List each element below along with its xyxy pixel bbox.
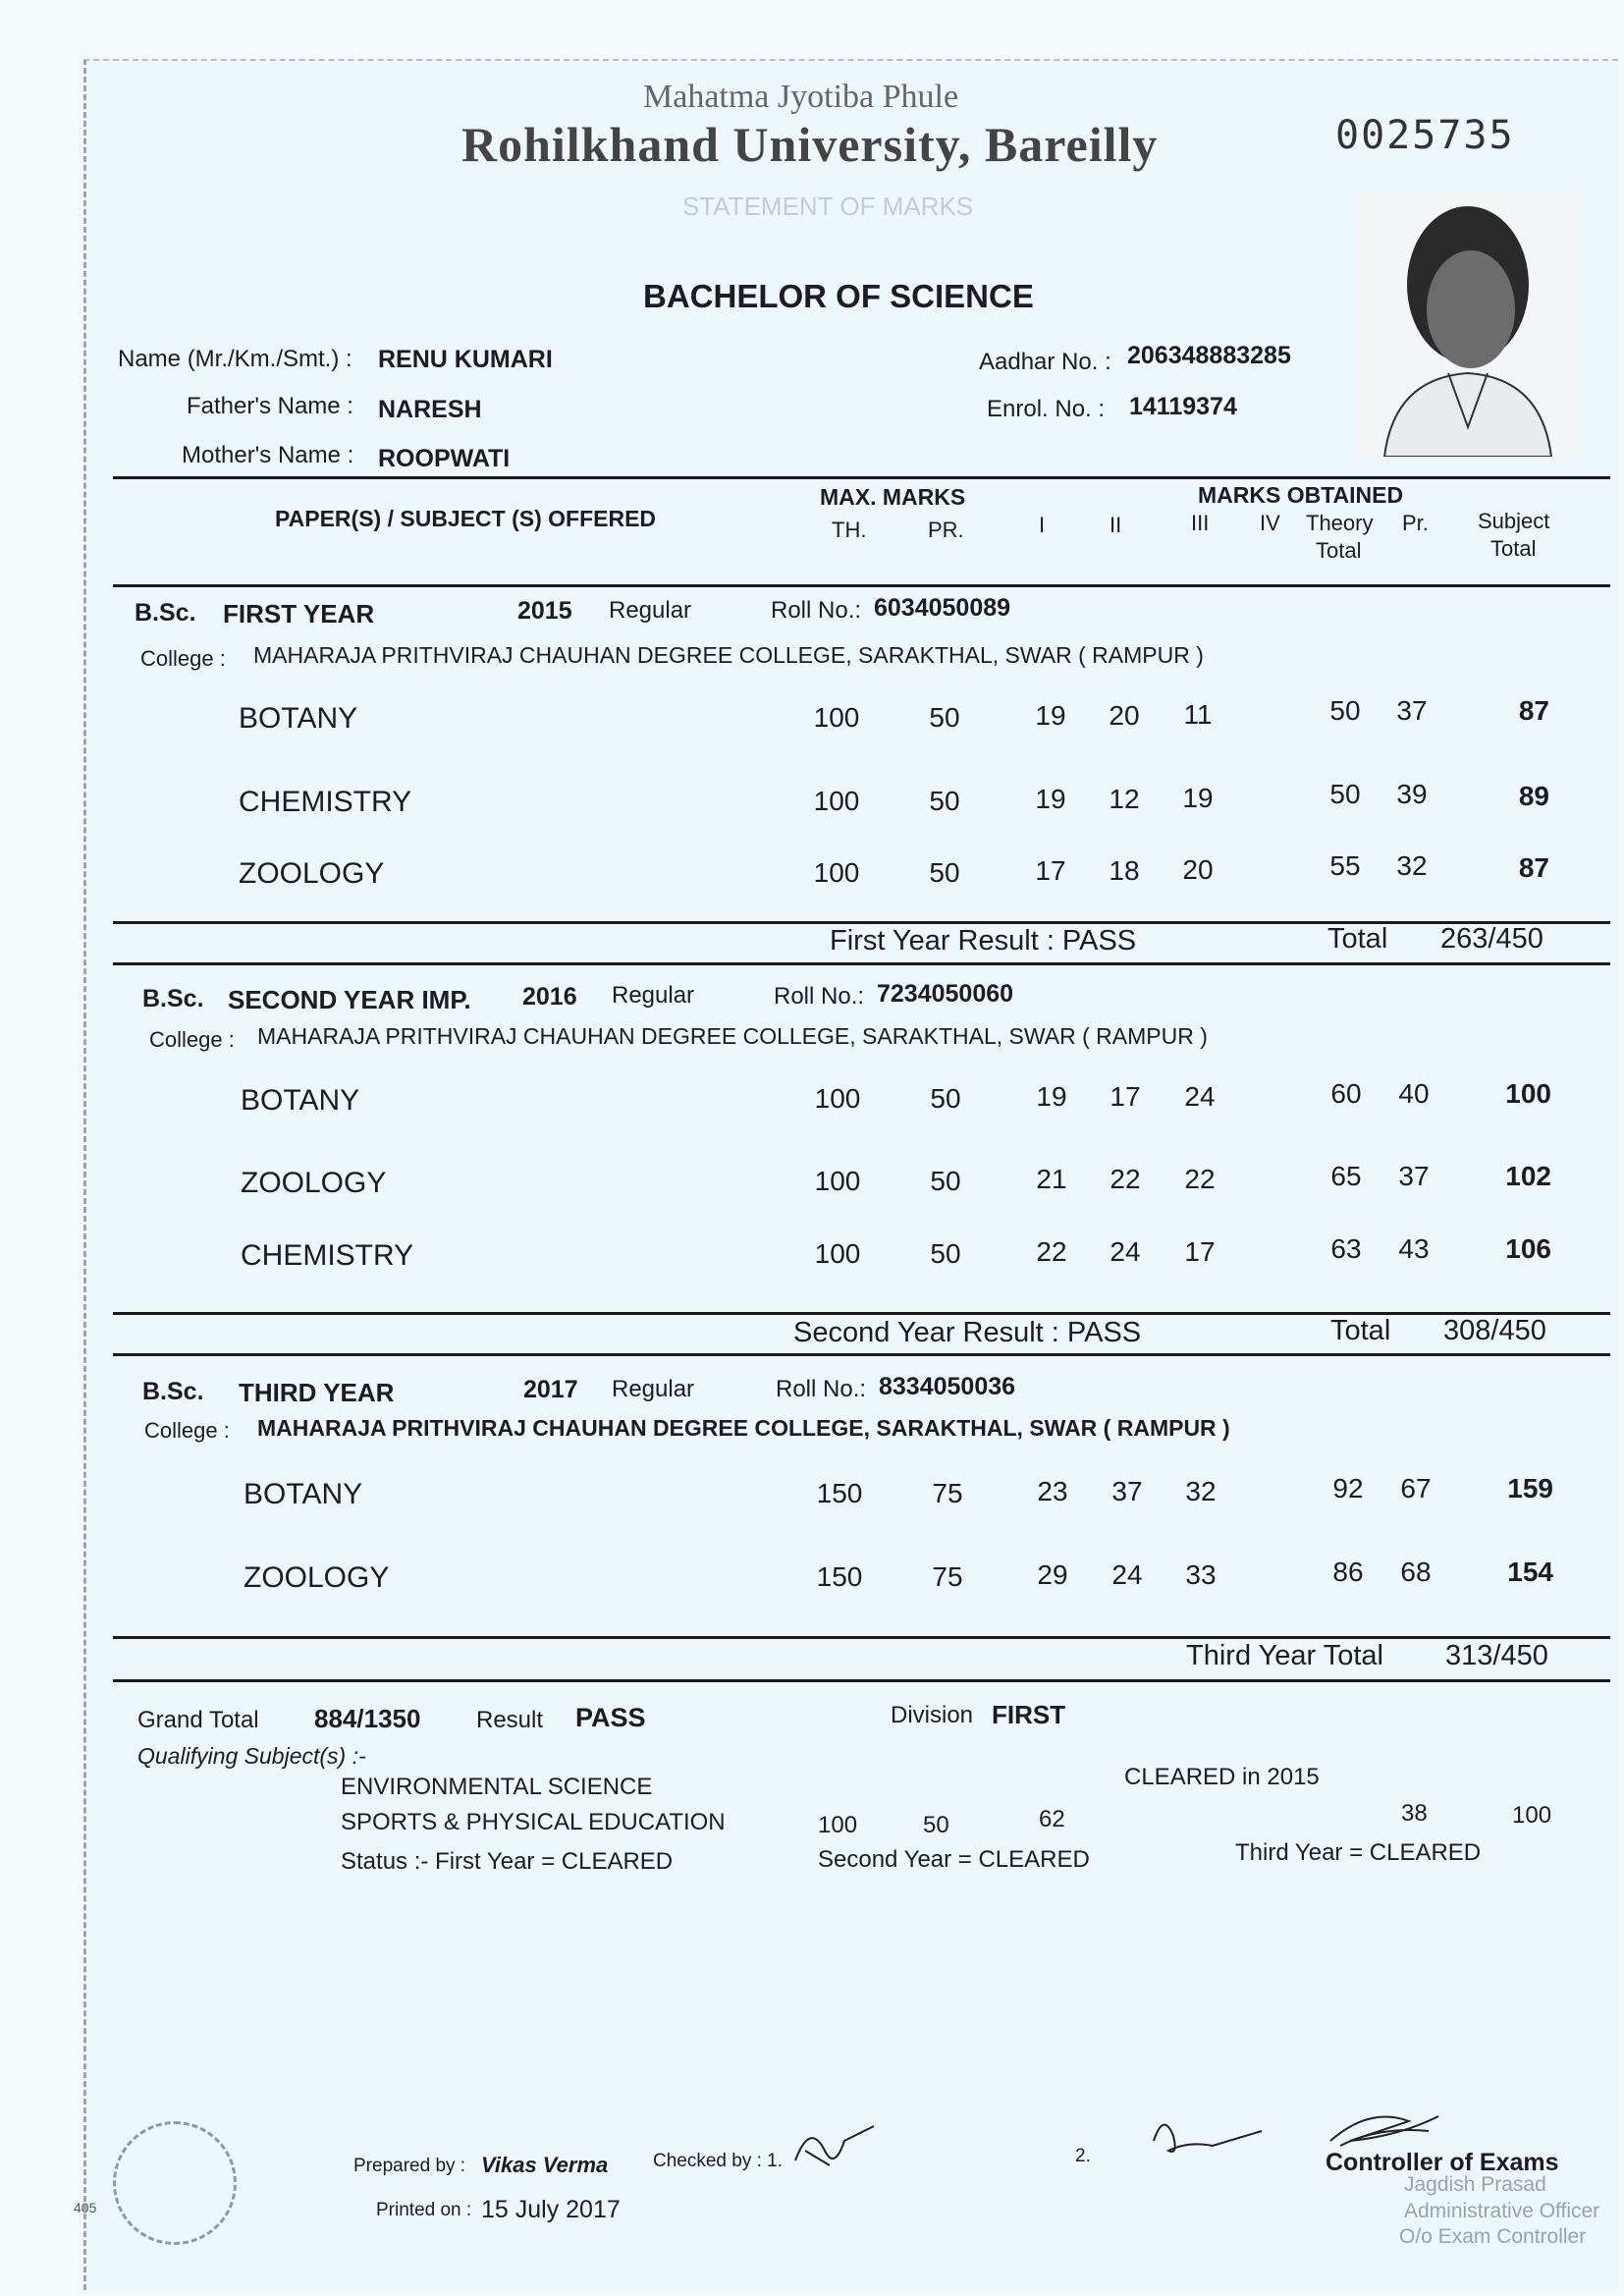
y1-college-label: College : xyxy=(140,646,226,671)
marks-i: 19 xyxy=(1035,700,1066,731)
y2-mode: Regular xyxy=(612,982,695,1009)
subject-name: ZOOLOGY xyxy=(244,1561,390,1594)
mother-name: ROOPWATI xyxy=(378,445,511,472)
max-pr: 50 xyxy=(930,1166,961,1196)
marks-ii: 20 xyxy=(1109,700,1140,731)
max-th: 100 xyxy=(813,857,860,888)
father-label: Father's Name : xyxy=(187,393,353,419)
practical-obtained: 68 xyxy=(1400,1557,1432,1587)
marks-ii: 18 xyxy=(1109,855,1140,886)
marks-ii: 24 xyxy=(1110,1236,1141,1267)
qualifying-subject-1-status: CLEARED in 2015 xyxy=(1124,1764,1320,1790)
max-th: 150 xyxy=(816,1478,863,1508)
theory-total: 63 xyxy=(1330,1233,1362,1264)
aadhar-label: Aadhar No. : xyxy=(979,349,1111,375)
practical-obtained: 32 xyxy=(1396,850,1428,881)
status-first-year: Status :- First Year = CLEARED xyxy=(341,1848,674,1875)
university-seal xyxy=(113,2121,237,2245)
y3-total-label: Third Year Total xyxy=(1186,1640,1383,1671)
grand-total: 884/1350 xyxy=(314,1704,421,1733)
col-subject-total: Total xyxy=(1490,536,1537,561)
qualifying-subject-1: ENVIRONMENTAL SCIENCE xyxy=(341,1774,653,1800)
y2-college-label: College : xyxy=(149,1027,235,1052)
y3-college-label: College : xyxy=(144,1418,230,1443)
subject-total: 87 xyxy=(1518,852,1549,883)
col-subject: Subject xyxy=(1478,509,1550,533)
printed-label: Printed on : xyxy=(376,2200,472,2220)
rule-y1-bottom xyxy=(113,962,1610,965)
y2-total: 308/450 xyxy=(1443,1315,1546,1346)
y3-course: B.Sc. xyxy=(142,1378,204,1405)
status-third-year: Third Year = CLEARED xyxy=(1235,1839,1482,1866)
marks-ii: 37 xyxy=(1111,1476,1143,1506)
subject-name: CHEMISTRY xyxy=(241,1239,414,1272)
col-theory-total: Total xyxy=(1316,538,1362,563)
y3-roll: 8334050036 xyxy=(879,1373,1016,1400)
father-name: NARESH xyxy=(378,396,482,423)
final-result: PASS xyxy=(575,1703,646,1732)
subject-name: CHEMISTRY xyxy=(239,786,412,818)
max-th: 100 xyxy=(814,1083,861,1114)
practical-obtained: 40 xyxy=(1398,1078,1430,1109)
student-name: RENU KUMARI xyxy=(378,346,553,373)
y2-college: MAHARAJA PRITHVIRAJ CHAUHAN DEGREE COLLEGE, SARAKTHAL, SWAR ( RAMPUR ) xyxy=(257,1023,1208,1049)
subject-name: BOTANY xyxy=(239,702,358,735)
marks-ii: 24 xyxy=(1111,1559,1143,1590)
max-th: 100 xyxy=(813,786,860,816)
marks-ii: 22 xyxy=(1110,1164,1141,1194)
y3-mode: Regular xyxy=(612,1376,695,1402)
theory-total: 65 xyxy=(1330,1161,1362,1191)
division-label: Division xyxy=(891,1702,974,1728)
checked-2-label: 2. xyxy=(1075,2146,1091,2166)
subject-name: ZOOLOGY xyxy=(241,1167,387,1199)
subject-total: 89 xyxy=(1518,781,1549,811)
theory-total: 92 xyxy=(1332,1473,1364,1503)
marks-iii: 22 xyxy=(1184,1164,1216,1194)
name-label: Name (Mr./Km./Smt.) : xyxy=(118,346,352,372)
rule-top xyxy=(113,476,1610,479)
practical-obtained: 37 xyxy=(1396,695,1428,726)
col-pr: PR. xyxy=(928,518,964,542)
theory-total: 50 xyxy=(1329,695,1361,726)
y2-result: Second Year Result : PASS xyxy=(793,1317,1142,1348)
mother-label: Mother's Name : xyxy=(182,442,354,468)
rule-y2-bottom xyxy=(113,1353,1610,1356)
max-th: 100 xyxy=(814,1238,861,1269)
marks-ii: 12 xyxy=(1109,784,1140,814)
y3-college: MAHARAJA PRITHVIRAJ CHAUHAN DEGREE COLLEGE, SARAKTHAL, SWAR ( RAMPUR ) xyxy=(257,1415,1230,1441)
y1-roll-label: Roll No.: xyxy=(771,597,862,624)
marks-iii: 11 xyxy=(1183,699,1213,730)
rule-y3 xyxy=(113,1636,1610,1639)
q2-obtained-2: 38 xyxy=(1401,1800,1428,1827)
stamp-office: O/o Exam Controller xyxy=(1399,2225,1587,2248)
checker-2-signature xyxy=(1144,2111,1272,2170)
printed-on: 15 July 2017 xyxy=(481,2196,621,2223)
subject-total: 100 xyxy=(1505,1078,1551,1109)
max-pr: 50 xyxy=(930,1238,961,1269)
y3-total: 313/450 xyxy=(1445,1640,1548,1671)
theory-total: 60 xyxy=(1330,1078,1362,1109)
y3-roll-label: Roll No.: xyxy=(776,1376,867,1402)
y1-mode: Regular xyxy=(609,597,692,624)
marks-iii: 33 xyxy=(1185,1559,1217,1590)
subject-total: 87 xyxy=(1518,695,1549,726)
side-number: 405 xyxy=(74,2200,97,2215)
enrol-label: Enrol. No. : xyxy=(987,396,1106,422)
marks-i: 17 xyxy=(1035,855,1066,886)
col-i: I xyxy=(1039,513,1046,537)
serial-number: 0025735 xyxy=(1335,113,1515,158)
y1-course: B.Sc. xyxy=(135,599,196,627)
col-pr-obtained: Pr. xyxy=(1402,511,1429,535)
grand-total-label: Grand Total xyxy=(137,1707,259,1733)
subject-total: 102 xyxy=(1505,1161,1551,1191)
col-iii: III xyxy=(1191,511,1210,535)
degree-title: BACHELOR OF SCIENCE xyxy=(643,278,1034,314)
rule-header xyxy=(113,584,1610,587)
rule-y3-bottom xyxy=(113,1679,1610,1682)
y3-year: 2017 xyxy=(523,1376,578,1403)
student-photo xyxy=(1355,191,1581,457)
marks-i: 29 xyxy=(1037,1559,1068,1590)
col-marks-obtained: MARKS OBTAINED xyxy=(1198,482,1404,508)
university-name: Rohilkhand University, Bareilly xyxy=(461,117,1159,172)
marks-i: 19 xyxy=(1035,784,1066,814)
y1-label: FIRST YEAR xyxy=(223,599,375,629)
practical-obtained: 67 xyxy=(1400,1473,1432,1503)
y1-result: First Year Result : PASS xyxy=(830,925,1137,957)
col-th: TH. xyxy=(832,518,867,542)
controller-title: Controller of Exams xyxy=(1326,2149,1559,2176)
max-pr: 75 xyxy=(932,1561,963,1592)
subject-total: 106 xyxy=(1505,1233,1551,1264)
marks-i: 19 xyxy=(1036,1081,1067,1112)
practical-obtained: 43 xyxy=(1398,1233,1430,1264)
marks-iii: 32 xyxy=(1185,1476,1217,1506)
subject-total: 154 xyxy=(1507,1557,1553,1587)
qualifying-label: Qualifying Subject(s) :- xyxy=(137,1743,366,1769)
subject-name: ZOOLOGY xyxy=(239,857,385,890)
prepared-by: Vikas Verma xyxy=(481,2153,609,2177)
col-papers: PAPER(S) / SUBJECT (S) OFFERED xyxy=(275,506,657,531)
col-max-marks: MAX. MARKS xyxy=(820,484,966,510)
max-th: 100 xyxy=(814,1166,861,1196)
y1-total: 263/450 xyxy=(1440,923,1543,955)
marks-iii: 24 xyxy=(1184,1081,1216,1112)
stamp-designation: Administrative Officer xyxy=(1404,2200,1600,2222)
y3-label: THIRD YEAR xyxy=(239,1378,395,1407)
y2-roll-label: Roll No.: xyxy=(774,983,865,1010)
subject-total: 159 xyxy=(1507,1473,1553,1503)
result-label: Result xyxy=(476,1707,544,1733)
practical-obtained: 39 xyxy=(1396,779,1428,809)
subject-name: BOTANY xyxy=(241,1084,360,1117)
q2-max-pr: 50 xyxy=(923,1812,949,1838)
max-pr: 50 xyxy=(929,702,960,733)
y2-roll: 7234050060 xyxy=(877,980,1014,1008)
qualifying-subject-2: SPORTS & PHYSICAL EDUCATION xyxy=(341,1809,726,1835)
col-theory: Theory xyxy=(1306,511,1374,535)
marks-i: 21 xyxy=(1036,1164,1067,1194)
marks-iii: 17 xyxy=(1184,1236,1216,1267)
enrol-number: 14119374 xyxy=(1129,393,1237,420)
university-line1: Mahatma Jyotiba Phule xyxy=(643,79,959,115)
marks-i: 22 xyxy=(1036,1236,1067,1267)
theory-total: 55 xyxy=(1329,850,1361,881)
prepared-label: Prepared by : xyxy=(353,2156,466,2176)
max-pr: 50 xyxy=(929,786,960,816)
marks-ii: 17 xyxy=(1110,1081,1141,1112)
y2-label: SECOND YEAR IMP. xyxy=(228,985,471,1014)
y1-year: 2015 xyxy=(517,597,572,625)
aadhar-number: 206348883285 xyxy=(1127,342,1291,369)
y2-year: 2016 xyxy=(522,983,577,1011)
y2-total-label: Total xyxy=(1330,1315,1391,1346)
stamp-name: Jagdish Prasad xyxy=(1404,2173,1546,2196)
statement-watermark: STATEMENT OF MARKS xyxy=(682,191,974,221)
division: FIRST xyxy=(992,1700,1066,1729)
col-iv: IV xyxy=(1260,511,1280,535)
col-ii: II xyxy=(1110,513,1122,537)
practical-obtained: 37 xyxy=(1398,1161,1430,1191)
y1-total-label: Total xyxy=(1327,923,1388,955)
max-th: 100 xyxy=(813,702,860,733)
max-th: 150 xyxy=(816,1561,863,1592)
y1-roll: 6034050089 xyxy=(874,594,1011,622)
q2-max-th: 100 xyxy=(818,1812,858,1838)
marks-i: 23 xyxy=(1037,1476,1068,1506)
q2-obtained-1: 62 xyxy=(1039,1806,1065,1832)
status-second-year: Second Year = CLEARED xyxy=(818,1846,1090,1873)
q2-total: 100 xyxy=(1512,1802,1552,1829)
theory-total: 86 xyxy=(1332,1557,1364,1587)
max-pr: 75 xyxy=(932,1478,963,1508)
max-pr: 50 xyxy=(929,857,960,888)
y2-course: B.Sc. xyxy=(142,985,204,1012)
subject-name: BOTANY xyxy=(244,1478,363,1510)
checked-label: Checked by : 1. xyxy=(653,2151,784,2171)
marks-iii: 20 xyxy=(1182,854,1214,885)
marks-iii: 19 xyxy=(1182,783,1214,813)
y1-college: MAHARAJA PRITHVIRAJ CHAUHAN DEGREE COLLEGE, SARAKTHAL, SWAR ( RAMPUR ) xyxy=(253,642,1204,668)
checker-1-signature xyxy=(785,2111,903,2180)
theory-total: 50 xyxy=(1329,779,1361,809)
max-pr: 50 xyxy=(930,1083,961,1114)
